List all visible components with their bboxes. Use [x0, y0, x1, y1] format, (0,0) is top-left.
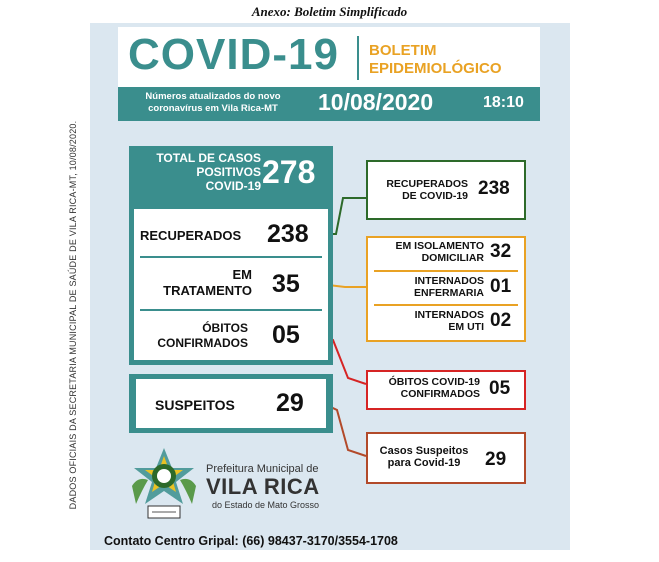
deaths-label: [140, 321, 248, 351]
treatment-divider-2: [374, 304, 518, 306]
subtitle-line2: EPIDEMIOLÓGICO: [369, 60, 502, 77]
summary-divider-2: [140, 309, 322, 311]
ward-line2: ENFERMARIA: [414, 287, 484, 299]
update-note-line1: Números atualizados do novo: [145, 91, 281, 102]
icu-line2: EM UTI: [448, 321, 484, 333]
isolation-line2: DOMICILIAR: [421, 252, 484, 264]
treatment-value: 35: [272, 270, 300, 298]
total-label-line1: TOTAL DE CASOS: [156, 151, 261, 165]
state-name: do Estado de Mato Grosso: [212, 500, 320, 510]
recovered-detail-value: 238: [478, 178, 510, 199]
suspects-detail-line2: para Covid-19: [387, 457, 461, 469]
treatment-label-line1: EM: [232, 267, 252, 282]
ward-label: [372, 275, 484, 299]
isolation-label: [372, 240, 484, 264]
ward-value: 01: [490, 276, 512, 297]
recovered-detail-line1: RECUPERADOS: [386, 178, 468, 190]
coat-of-arms-icon: [126, 446, 202, 526]
deaths-detail-line1: ÓBITOS COVID-19: [388, 376, 480, 388]
subtitle-line1: BOLETIM: [369, 42, 437, 59]
document-caption: Anexo: Boletim Simplificado: [251, 4, 408, 19]
suspects-detail-line1: Casos Suspeitos: [379, 445, 469, 457]
total-label-line2: POSITIVOS: [196, 165, 261, 179]
city-name: VILA RICA: [206, 474, 320, 499]
deaths-value: 05: [272, 321, 300, 349]
deaths-detail-value: 05: [489, 378, 511, 399]
ward-line1: INTERNADOS: [414, 275, 484, 287]
deaths-label-line2: CONFIRMADOS: [157, 336, 248, 350]
prefeitura-label: Prefeitura Municipal de: [206, 463, 319, 475]
bulletin-title: COVID-19: [128, 30, 339, 79]
summary-divider-1: [140, 256, 322, 258]
isolation-value: 32: [490, 241, 512, 262]
deaths-detail-label: [372, 376, 480, 400]
treatment-label: [140, 267, 252, 299]
suspects-detail-label: [372, 445, 476, 469]
deaths-detail-line2: CONFIRMADOS: [400, 388, 480, 400]
update-note-line2: coronavírus em Vila Rica-MT: [148, 103, 278, 114]
suspects-value: 29: [276, 389, 304, 417]
total-cases-value: 278: [262, 154, 316, 190]
total-label-line3: COVID-19: [205, 179, 261, 193]
isolation-line1: EM ISOLAMENTO: [395, 240, 484, 252]
suspects-detail-value: 29: [485, 449, 507, 470]
deaths-label-line1: ÓBITOS: [202, 321, 248, 335]
icu-label: [372, 309, 484, 333]
bulletin-time: 18:10: [483, 94, 524, 111]
contact-line: Contato Centro Gripal: (66) 98437-3170/3554-1708: [104, 534, 398, 548]
icu-value: 02: [490, 310, 512, 331]
recovered-detail-label: [372, 178, 468, 202]
bulletin-date: 10/08/2020: [318, 89, 434, 115]
total-cases-label: [133, 151, 261, 193]
side-source-text: DADOS OFICIAIS DA SECRETARIA MUNICIPAL DE SAÚDE DE VILA RICA-MT, 10/08/2020.: [68, 120, 78, 510]
suspects-label: SUSPEITOS: [155, 397, 235, 413]
treatment-divider-1: [374, 270, 518, 272]
treatment-label-line2: TRATAMENTO: [163, 283, 252, 298]
icu-line1: INTERNADOS: [414, 309, 484, 321]
recovered-label: RECUPERADOS: [140, 228, 242, 243]
recovered-value: 238: [267, 220, 309, 248]
recovered-detail-line2: DE COVID-19: [402, 190, 468, 202]
